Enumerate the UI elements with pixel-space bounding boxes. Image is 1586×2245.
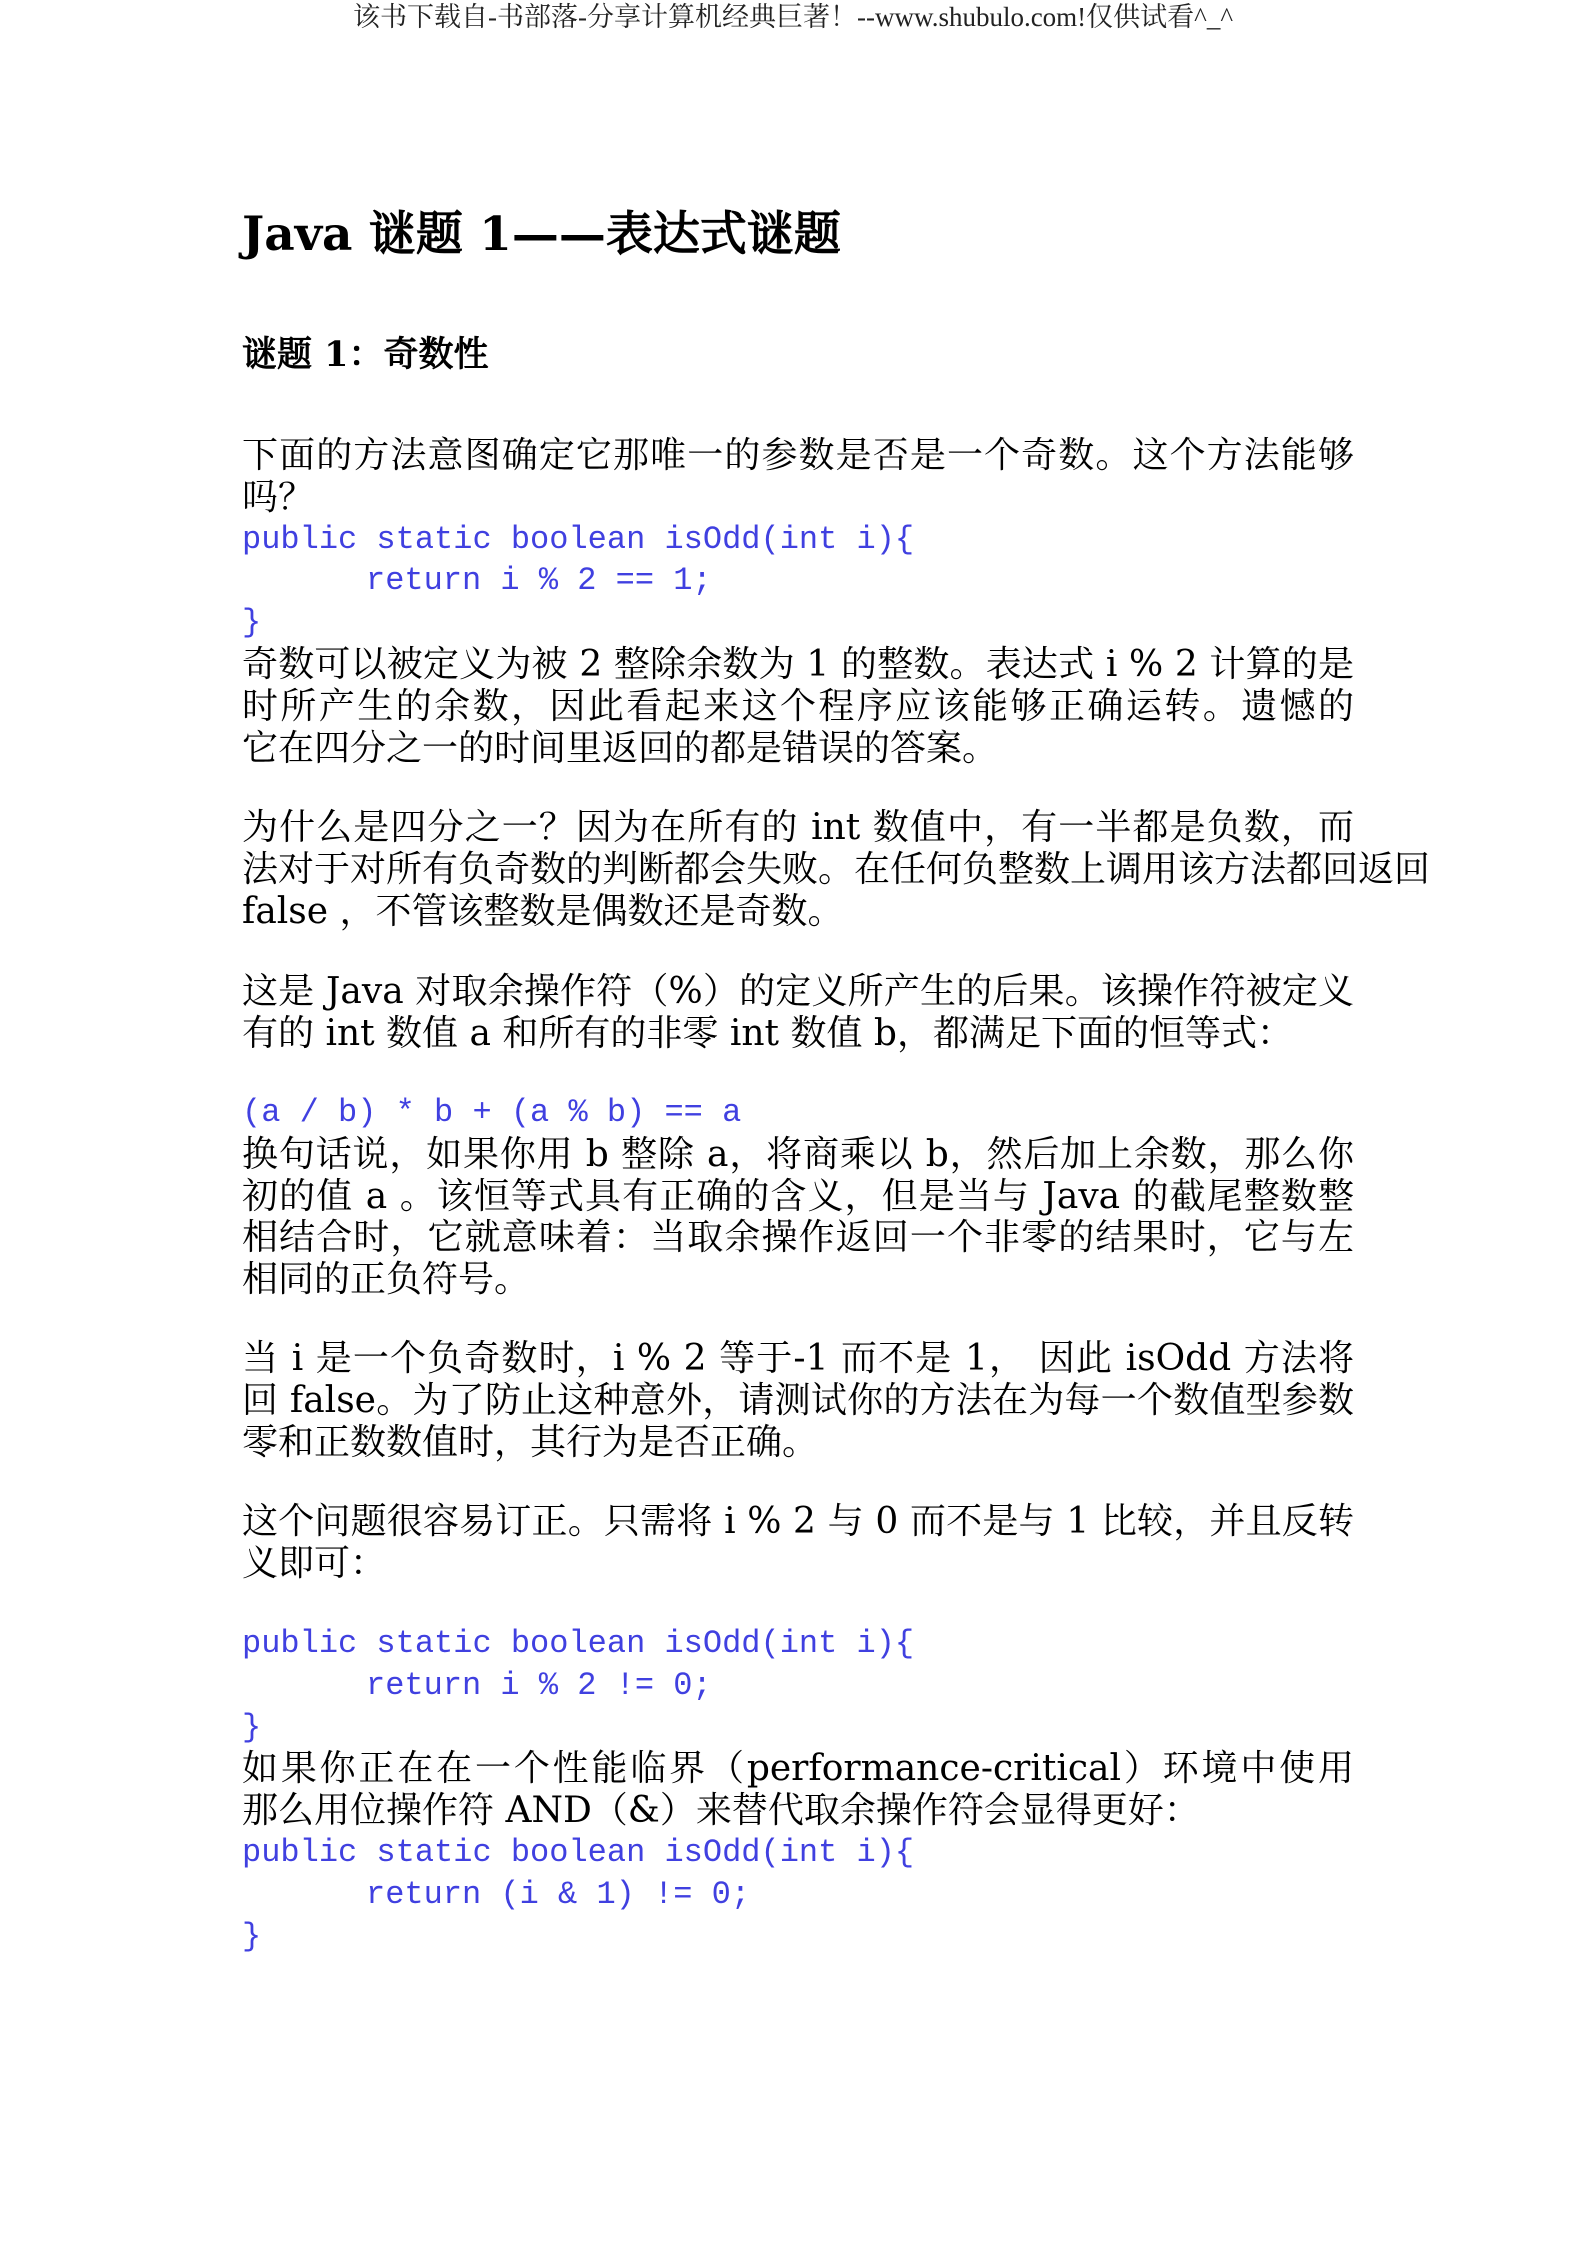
text-line: 吗？ [242,476,315,518]
text-line: 当 i 是一个负奇数时，i % 2 等于-1 而不是 1， 因此 isOdd 方法将 [242,1338,1354,1379]
text-block [242,435,1354,769]
code-line: return i % 2 != 0; [366,1666,712,1704]
text-line: 换句话说，如果你用 b 整除 a，将商乘以 b，然后加上余数，那么你 [242,1133,1354,1175]
text-line: 零和正数数值时，其行为是否正确。 [242,1421,819,1463]
code-line: return (i & 1) != 0; [366,1875,751,1913]
text-line: 这个问题很容易订正。只需将 i % 2 与 0 而不是与 1 比较，并且反转 [242,1501,1354,1542]
text-line: 有的 int 数值 a 和所有的非零 int 数值 b，都满足下面的恒等式： [242,1012,1293,1054]
code-line: } [242,604,262,642]
text-block [242,1623,1354,1957]
text-line: 初的值 a 。该恒等式具有正确的含义，但是当与 Java 的截尾整数整 [242,1175,1354,1217]
text-line: 为什么是四分之一？因为在所有的 int 数值中，有一半都是负数，而 [242,807,1354,848]
text-block [242,971,1354,1055]
code-line: return i % 2 == 1; [366,562,712,600]
text-line: 这是 Java 对取余操作符（%）的定义所产生的后果。该操作符被定义 [242,971,1354,1012]
text-line: 奇数可以被定义为被 2 整除余数为 1 的整数。表达式 i % 2 计算的是 [242,643,1354,685]
text-line: false ，不管该整数是偶数还是奇数。 [242,890,844,932]
text-line: 那么用位操作符 AND（&）来替代取余操作符会显得更好： [242,1790,1200,1832]
text-block [242,1501,1354,1585]
section-heading: 谜题 1：奇数性 [242,334,489,375]
text-line: 法对于对所有负奇数的判断都会失败。在任何负整数上调用该方法都回返回 [242,848,1431,890]
page-title: Java 谜题 1——表达式谜题 [242,207,841,262]
text-line: 相同的正负符号。 [242,1259,531,1301]
code-line: public static boolean isOdd(int i){ [242,1625,915,1662]
text-line: 它在四分之一的时间里返回的都是错误的答案。 [242,727,999,769]
text-block [242,1338,1354,1463]
text-line: 回 false。为了防止这种意外，请测试你的方法在为每一个数值型参数 [242,1379,1354,1421]
text-line: 相结合时，它就意味着：当取余操作返回一个非零的结果时，它与左 [242,1217,1354,1259]
code-line: public static boolean isOdd(int i){ [242,1833,915,1871]
page-header-watermark: 该书下载自-书部落-分享计算机经典巨著！--www.shubulo.com!仅供试看^_^ [352,2,1234,32]
code-line: } [242,1708,262,1746]
code-line: (a / b) * b + (a % b) == a [242,1094,742,1131]
code-line: } [242,1917,262,1955]
text-line: 义即可： [242,1542,387,1584]
text-block [242,1092,1354,1301]
text-line: 下面的方法意图确定它那唯一的参数是否是一个奇数。这个方法能够 [242,435,1354,476]
code-line: public static boolean isOdd(int i){ [242,520,915,558]
text-line: 如果你正在在一个性能临界（performance-critical）环境中使用 [242,1748,1354,1790]
text-block [242,807,1431,932]
text-line: 时所产生的余数，因此看起来这个程序应该能够正确运转。遗憾的 [242,685,1354,727]
